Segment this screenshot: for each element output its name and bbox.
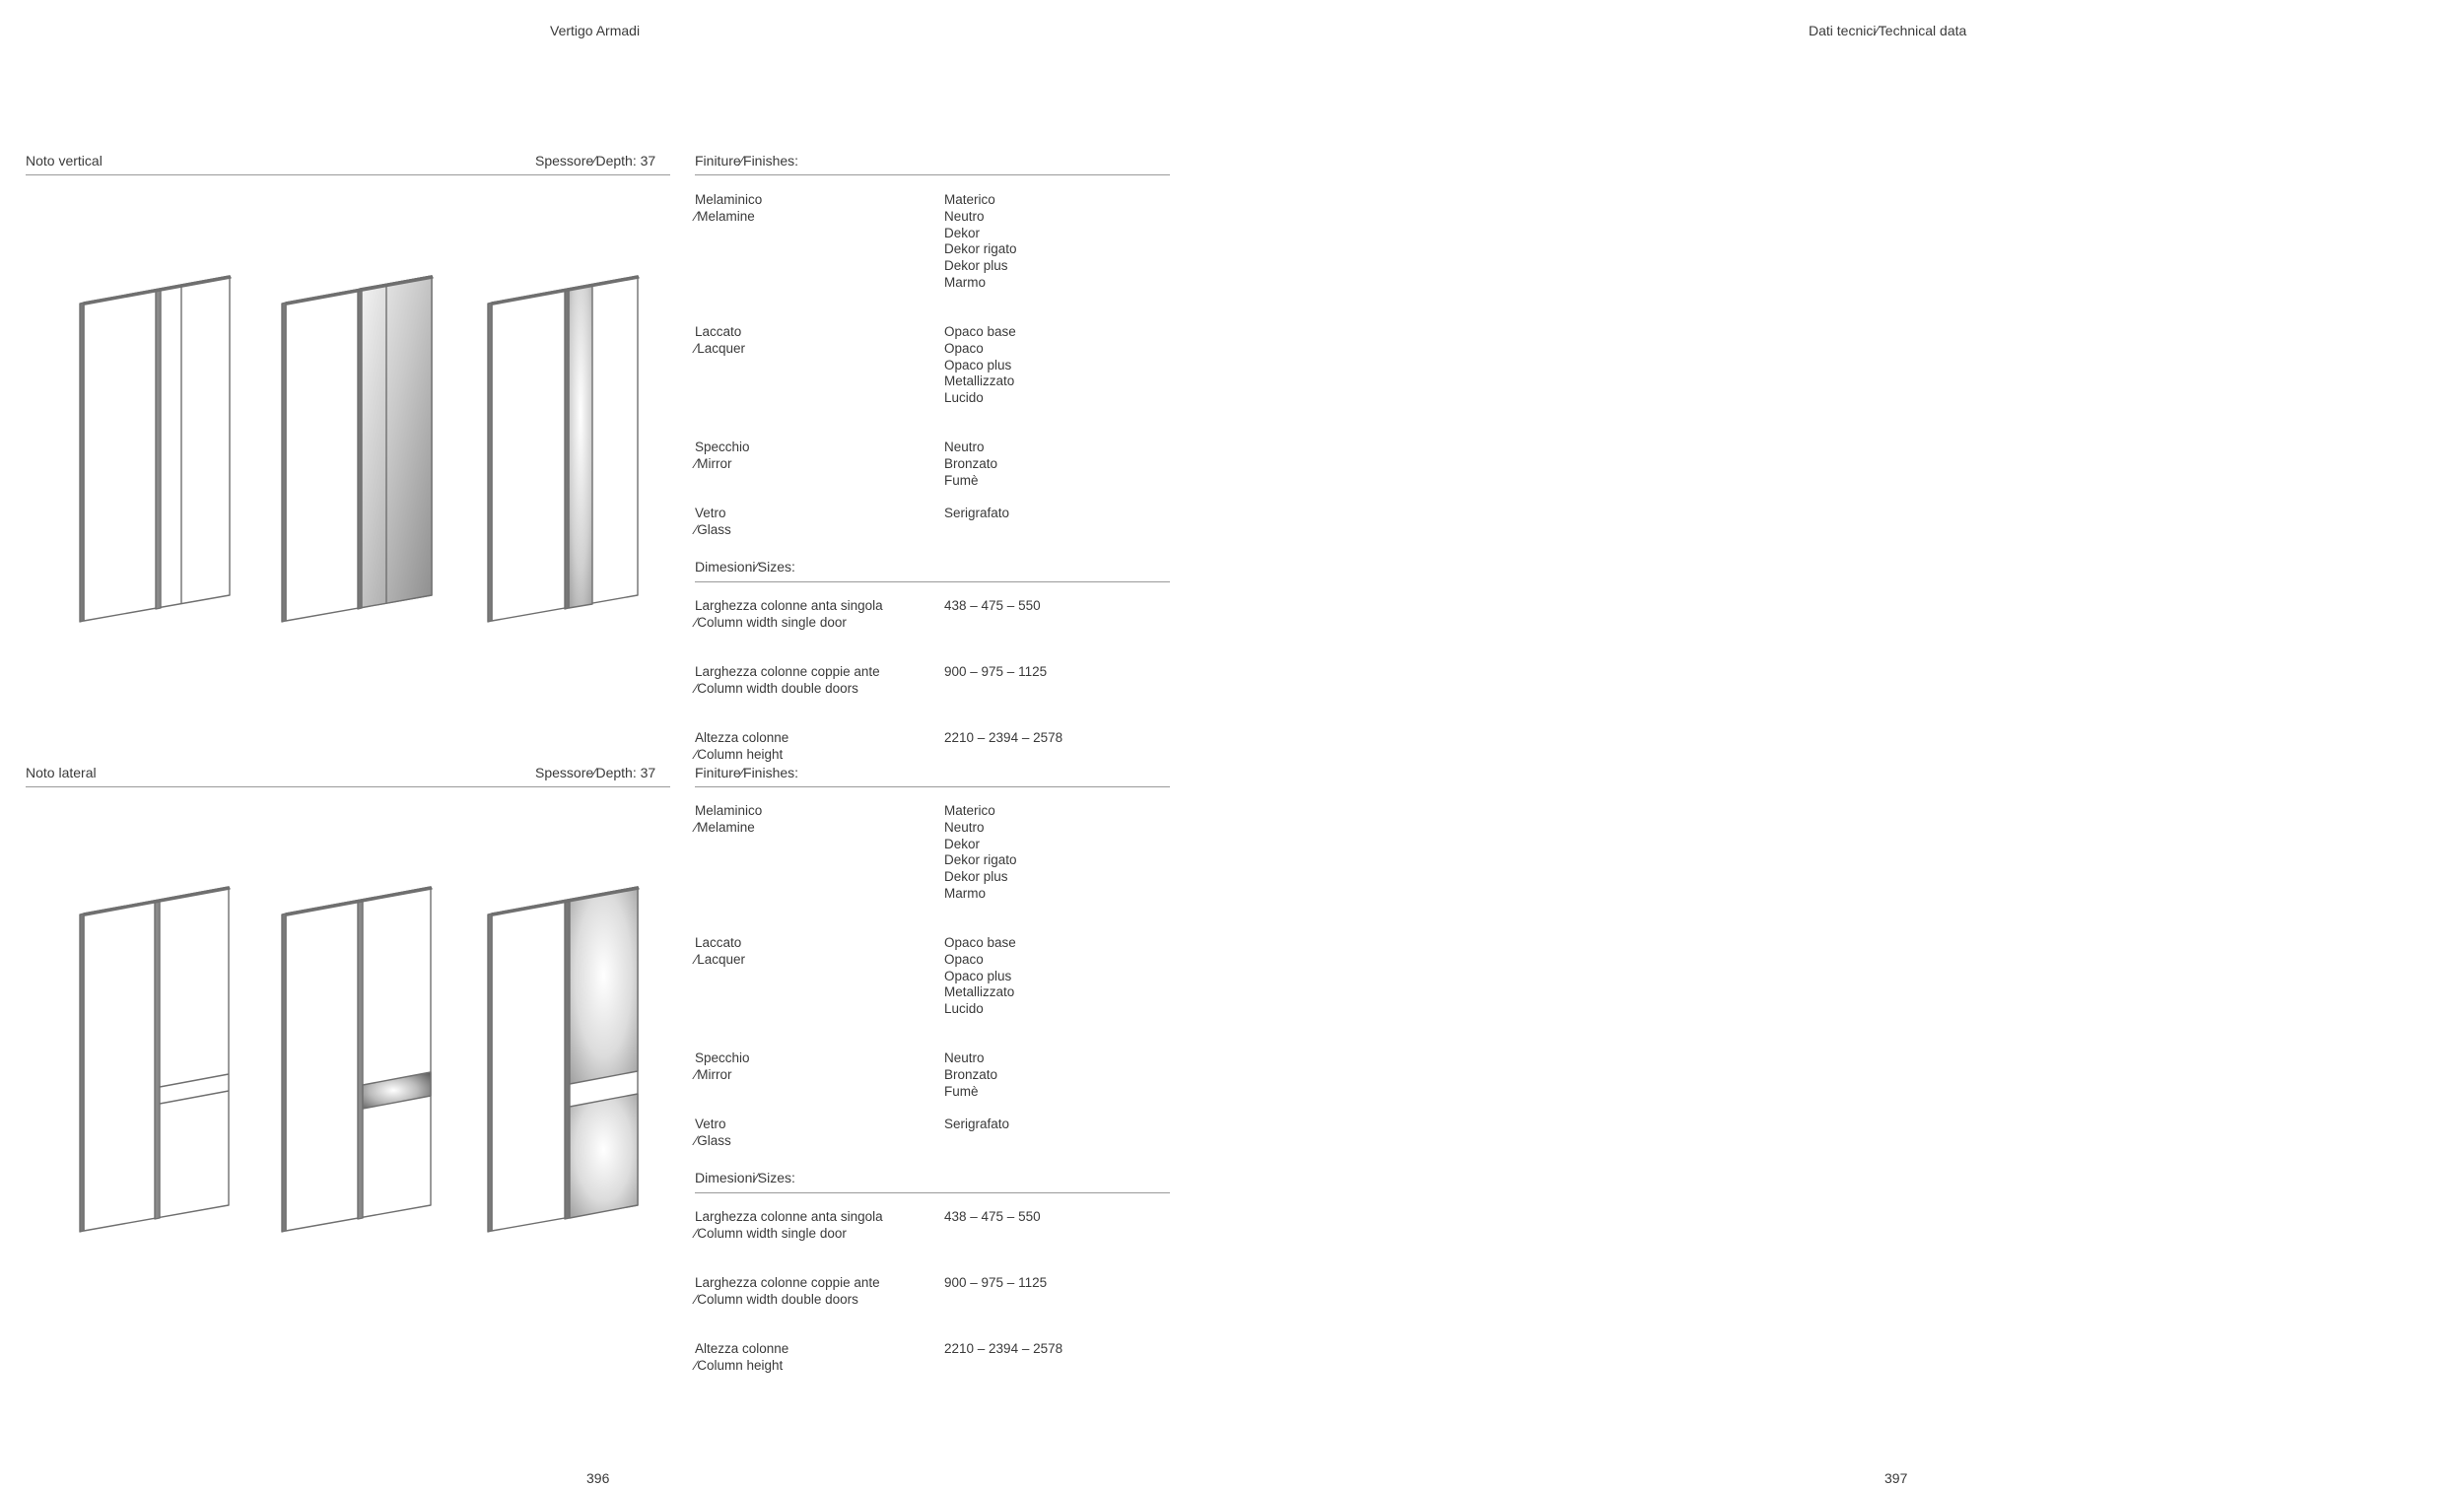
section-title-vertical: Noto vertical <box>26 153 103 169</box>
size-value: 2210 – 2394 – 2578 <box>944 730 1063 745</box>
size-label: Altezza colonne ∕Column height <box>695 1341 789 1373</box>
size-value: 438 – 475 – 550 <box>944 598 1041 613</box>
divider <box>695 174 1170 175</box>
size-label: Altezza colonne ∕Column height <box>695 730 789 762</box>
finish-type: Melaminico ∕Melamine <box>695 192 763 224</box>
section-title-lateral: Noto lateral <box>26 765 97 780</box>
finish-type: Laccato ∕Lacquer <box>695 935 746 967</box>
size-label: Larghezza colonne anta singola ∕Column width single door <box>695 1209 883 1241</box>
page-title-left: Vertigo Armadi <box>550 23 641 38</box>
size-value: 900 – 975 – 1125 <box>944 664 1048 679</box>
finish-type: Laccato ∕Lacquer <box>695 324 746 356</box>
finishes-title: Finiture∕Finishes: <box>695 153 799 169</box>
door-set-6 <box>488 887 639 1232</box>
depth-label-lateral: Spessore∕Depth: 37 <box>535 765 656 780</box>
size-label: Larghezza colonne coppie ante ∕Column width double doors <box>695 664 880 696</box>
size-label: Larghezza colonne anta singola ∕Column width single door <box>695 598 883 630</box>
finish-options: Neutro Bronzato Fumè <box>944 440 998 488</box>
door-set-4 <box>80 887 230 1232</box>
finish-type: Melaminico ∕Melamine <box>695 803 763 835</box>
page-number-left: 396 <box>586 1470 610 1486</box>
size-value: 900 – 975 – 1125 <box>944 1275 1048 1290</box>
page-title-right: Dati tecnici∕Technical data <box>1809 23 1967 38</box>
size-value: 438 – 475 – 550 <box>944 1209 1041 1224</box>
finishes-title: Finiture∕Finishes: <box>695 765 799 780</box>
divider <box>695 581 1170 582</box>
sizes-title: Dimesioni∕Sizes: <box>695 1170 795 1185</box>
finish-type: Vetro ∕Glass <box>695 1117 731 1148</box>
finish-options: Serigrafato <box>944 506 1010 520</box>
finish-type: Specchio ∕Mirror <box>695 1050 750 1082</box>
finish-options: Opaco base Opaco Opaco plus Metallizzato Lucido <box>944 324 1016 406</box>
depth-label-vertical: Spessore∕Depth: 37 <box>535 153 656 169</box>
finish-type: Specchio ∕Mirror <box>695 440 750 471</box>
sizes-title: Dimesioni∕Sizes: <box>695 559 795 575</box>
divider <box>695 786 1170 787</box>
door-set-5 <box>282 887 432 1232</box>
finish-options: Materico Neutro Dekor Dekor rigato Dekor plus Marmo <box>944 803 1017 901</box>
finish-options: Serigrafato <box>944 1117 1010 1131</box>
page-number-right: 397 <box>1884 1470 1908 1486</box>
finish-options: Materico Neutro Dekor Dekor rigato Dekor plus Marmo <box>944 192 1017 290</box>
size-value: 2210 – 2394 – 2578 <box>944 1341 1063 1356</box>
finish-options: Opaco base Opaco Opaco plus Metallizzato Lucido <box>944 935 1016 1017</box>
divider <box>695 1192 1170 1193</box>
finish-options: Neutro Bronzato Fumè <box>944 1050 998 1099</box>
finish-type: Vetro ∕Glass <box>695 506 731 537</box>
door-illustrations-lateral <box>0 0 690 1281</box>
size-label: Larghezza colonne coppie ante ∕Column width double doors <box>695 1275 880 1307</box>
